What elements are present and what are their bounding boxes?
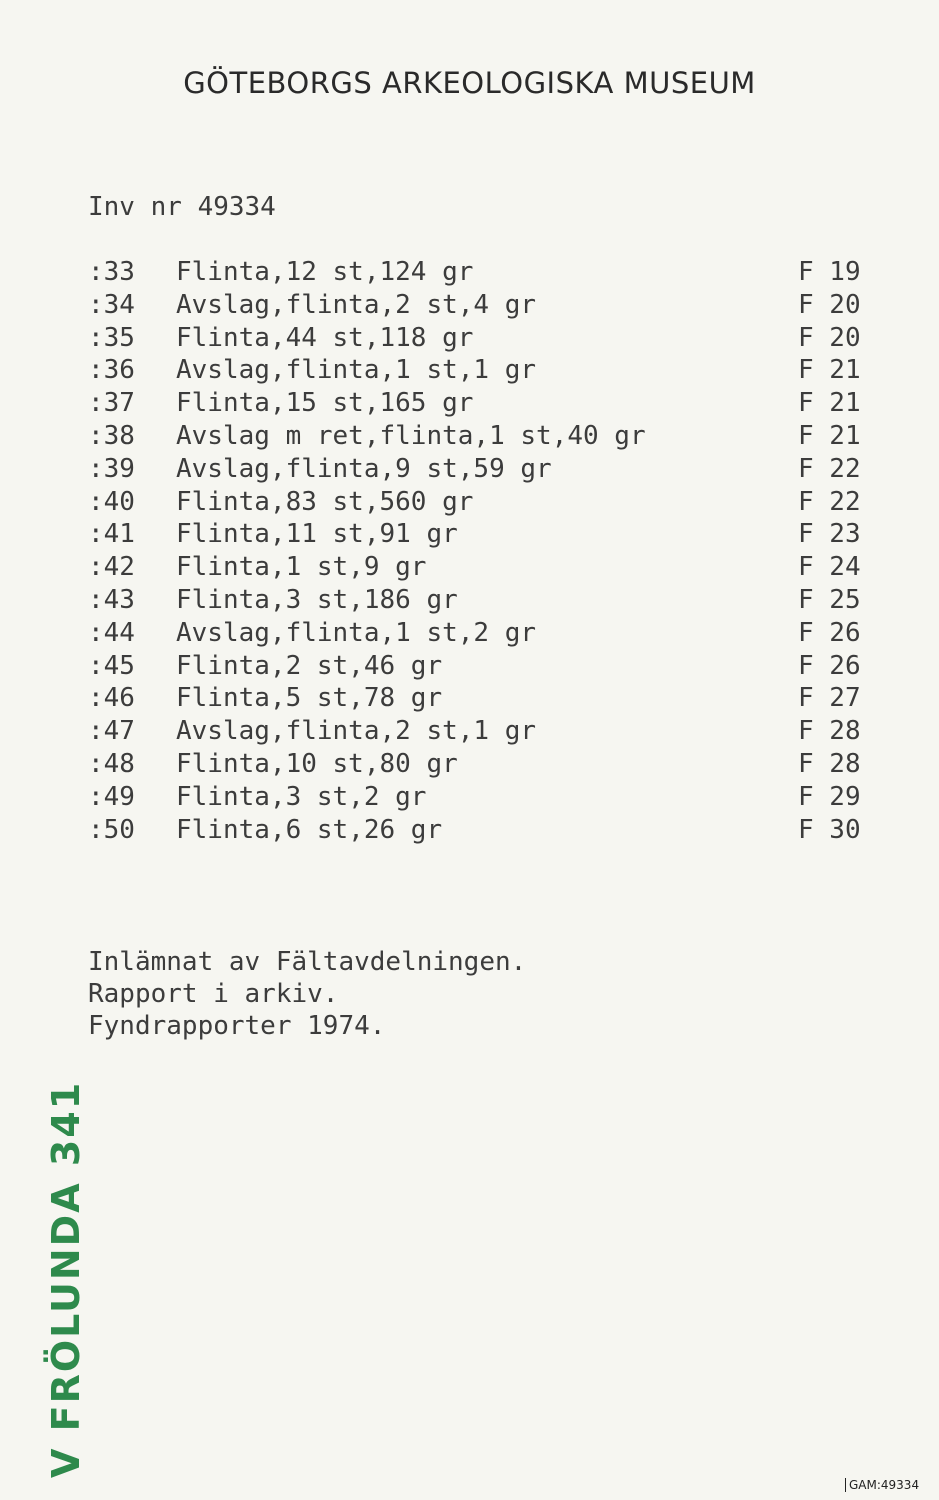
item-f-code: F 20: [798, 289, 861, 320]
note-line: Inlämnat av Fältavdelningen.: [88, 947, 527, 977]
item-number: :46: [88, 683, 135, 714]
item-description: Flinta,12 st,124 gr: [176, 257, 474, 287]
item-description: Flinta,44 st,118 gr: [176, 322, 474, 353]
item-number: :35: [88, 322, 135, 353]
item-description: Flinta,6 st,26 gr: [176, 814, 443, 845]
item-description: Avslag,flinta,2 st,4 gr: [176, 289, 537, 320]
item-f-code: F 30: [798, 814, 861, 845]
item-number: :49: [88, 781, 135, 812]
item-number: :50: [88, 814, 135, 845]
list-item: [88, 387, 878, 420]
find-list: [88, 256, 878, 846]
item-number: :37: [88, 388, 135, 419]
list-item: [88, 486, 878, 519]
list-item: [88, 748, 878, 781]
item-description: Flinta,15 st,165 gr: [176, 388, 474, 419]
site-stamp: V FRÖLUNDA 341: [44, 1080, 88, 1478]
item-description: Flinta,2 st,46 gr: [176, 650, 443, 681]
item-number: :38: [88, 420, 135, 451]
list-item: [88, 814, 878, 847]
item-f-code: F 25: [798, 584, 861, 615]
item-f-code: F 27: [798, 683, 861, 714]
item-number: :41: [88, 519, 135, 550]
item-number: :36: [88, 355, 135, 386]
item-description: Flinta,3 st,2 gr: [176, 781, 427, 812]
item-number: :45: [88, 650, 135, 681]
list-item: [88, 682, 878, 715]
note-line: Fyndrapporter 1974.: [88, 1011, 386, 1041]
list-item: [88, 322, 878, 355]
list-item: [88, 715, 878, 748]
inventory-number: Inv nr 49334: [88, 192, 276, 222]
item-description: Avslag,flinta,1 st,1 gr: [176, 355, 537, 386]
item-f-code: F 21: [798, 388, 861, 419]
list-item: [88, 518, 878, 551]
item-f-code: F 22: [798, 486, 861, 517]
item-description: Flinta,83 st,560 gr: [176, 486, 474, 517]
item-description: Avslag,flinta,1 st,2 gr: [176, 617, 537, 648]
item-description: Flinta,1 st,9 gr: [176, 552, 427, 583]
list-item: [88, 256, 878, 289]
item-f-code: F 22: [798, 453, 861, 484]
item-f-code: F 26: [798, 617, 861, 648]
item-number: :39: [88, 453, 135, 484]
note-line: Rapport i arkiv.: [88, 979, 339, 1009]
list-item: [88, 781, 878, 814]
archive-id: GAM:49334: [845, 1478, 919, 1492]
notes-block: [88, 946, 526, 1042]
item-description: Flinta,11 st,91 gr: [176, 519, 458, 550]
item-number: :34: [88, 289, 135, 320]
item-number: :42: [88, 552, 135, 583]
item-number: :44: [88, 617, 135, 648]
item-f-code: F 20: [798, 322, 861, 353]
item-f-code: F 19: [798, 257, 861, 287]
item-number: :43: [88, 584, 135, 615]
item-f-code: F 28: [798, 748, 861, 779]
item-description: Flinta,5 st,78 gr: [176, 683, 443, 714]
item-f-code: F 21: [798, 355, 861, 386]
museum-header: GÖTEBORGS ARKEOLOGISKA MUSEUM: [183, 66, 756, 100]
list-item: [88, 420, 878, 453]
list-item: [88, 453, 878, 486]
list-item: [88, 551, 878, 584]
item-f-code: F 29: [798, 781, 861, 812]
item-number: :47: [88, 716, 135, 747]
list-item: [88, 650, 878, 683]
item-description: Avslag,flinta,9 st,59 gr: [176, 453, 552, 484]
item-description: Flinta,10 st,80 gr: [176, 748, 458, 779]
list-item: [88, 289, 878, 322]
item-number: :40: [88, 486, 135, 517]
item-f-code: F 28: [798, 716, 861, 747]
item-f-code: F 23: [798, 519, 861, 550]
item-number: :33: [88, 257, 135, 287]
item-description: Flinta,3 st,186 gr: [176, 584, 458, 615]
list-item: [88, 584, 878, 617]
item-f-code: F 24: [798, 552, 861, 583]
list-item: [88, 354, 878, 387]
item-description: Avslag,flinta,2 st,1 gr: [176, 716, 537, 747]
item-number: :48: [88, 748, 135, 779]
item-f-code: F 26: [798, 650, 861, 681]
list-item: [88, 617, 878, 650]
item-f-code: F 21: [798, 420, 861, 451]
item-description: Avslag m ret,flinta,1 st,40 gr: [176, 420, 646, 451]
